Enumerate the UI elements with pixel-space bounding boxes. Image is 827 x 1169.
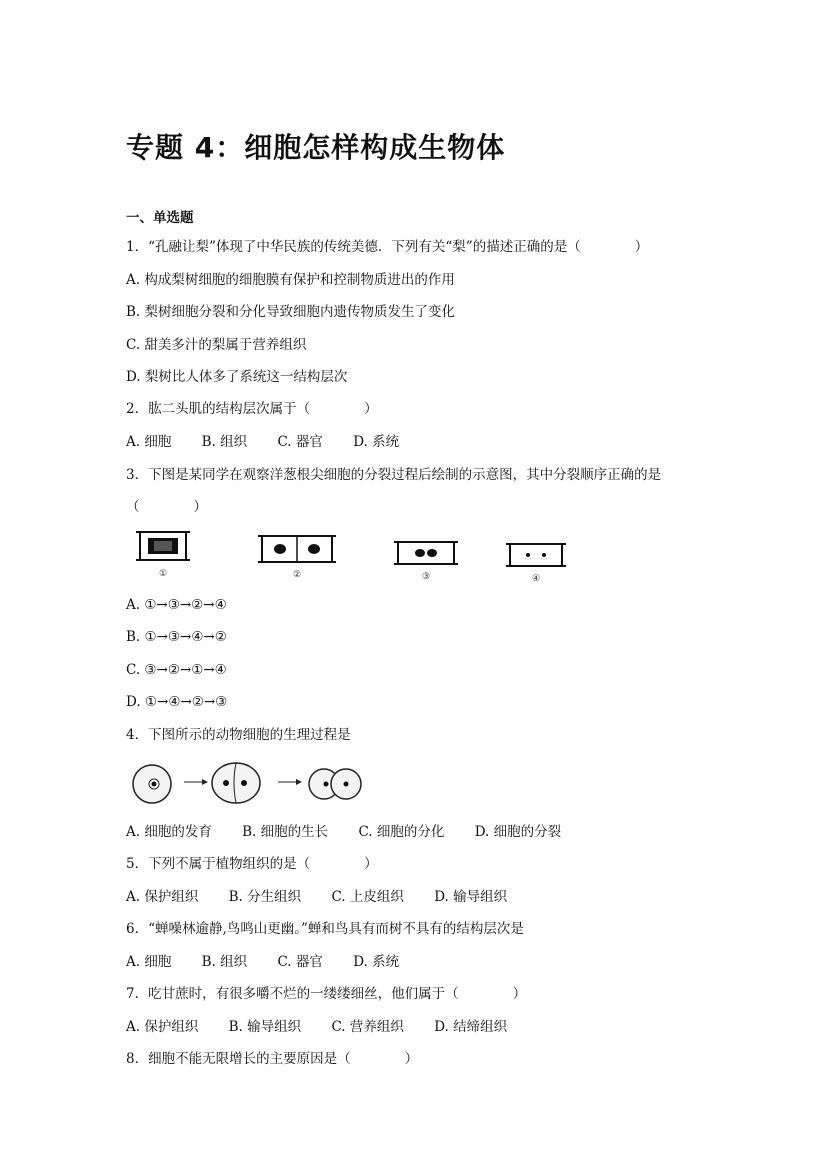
q5-option-a: A. 保护组织 — [126, 889, 199, 905]
figure-label-3: ③ — [421, 572, 431, 582]
section-heading: 一、单选题 — [126, 210, 194, 226]
q4-stem: 4．下图所示的动物细胞的生理过程是 — [126, 727, 351, 743]
q3-option-b: B. ①→③→④→② — [126, 629, 227, 645]
q4-option-b: B. 细胞的生长 — [242, 824, 329, 840]
q6-option-a: A. 细胞 — [126, 954, 172, 970]
q2-stem: 2．肱二头肌的结构层次属于（ ） — [126, 401, 378, 417]
animal-cell-stage-1 — [133, 765, 171, 803]
q6-option-d: D. 系统 — [353, 954, 400, 970]
q5-options — [126, 888, 507, 906]
q3-figure-onion-cells — [130, 526, 590, 586]
q3-option-a: A. ①→③→②→④ — [126, 597, 227, 613]
q4-figure-animal-cell-division — [128, 760, 368, 808]
q3-stem: 3．下图是某同学在观察洋葱根尖细胞的分裂过程后绘制的示意图，其中分裂顺序正确的是 — [126, 467, 662, 483]
figure-label-2: ② — [292, 570, 302, 580]
q6-options — [126, 953, 399, 971]
q1-option-a: A. 构成梨树细胞的细胞膜有保护和控制物质进出的作用 — [126, 272, 455, 288]
q6-stem: 6．“蝉噪林逾静,鸟鸣山更幽。”蝉和鸟具有而树不具有的结构层次是 — [126, 921, 524, 937]
onion-cell-4 — [506, 544, 566, 566]
onion-cell-3 — [394, 542, 458, 564]
q7-option-d: D. 结缔组织 — [434, 1019, 508, 1035]
figure-label-4: ④ — [531, 574, 541, 584]
q8-stem: 8．细胞不能无限增长的主要原因是（ ） — [126, 1051, 419, 1067]
q5-stem: 5．下列不属于植物组织的是（ ） — [126, 856, 378, 872]
q7-option-b: B. 输导组织 — [228, 1019, 302, 1035]
onion-cell-1 — [136, 532, 190, 560]
q2-option-d: D. 系统 — [353, 434, 400, 450]
q7-option-c: C. 营养组织 — [331, 1019, 404, 1035]
animal-cell-stage-3 — [309, 769, 361, 799]
q5-option-c: C. 上皮组织 — [331, 889, 404, 905]
figure-label-1: ① — [158, 569, 168, 579]
onion-cell-2 — [258, 536, 336, 562]
q3-stem-cont: （ ） — [126, 499, 207, 515]
q7-stem: 7．吃甘蔗时，有很多嚼不烂的一缕缕细丝，他们属于（ ） — [126, 986, 527, 1002]
q7-options — [126, 1018, 507, 1036]
q2-option-b: B. 组织 — [201, 434, 248, 450]
q6-option-b: B. 组织 — [201, 954, 248, 970]
q1-option-d: D. 梨树比人体多了系统这一结构层次 — [126, 369, 348, 385]
q1-option-b: B. 梨树细胞分裂和分化导致细胞内遗传物质发生了变化 — [126, 304, 456, 320]
q2-options — [126, 433, 399, 451]
q5-option-b: B. 分生组织 — [228, 889, 302, 905]
q1-option-c: C. 甜美多汁的梨属于营养组织 — [126, 337, 307, 353]
q6-option-c: C. 器官 — [277, 954, 323, 970]
q4-option-c: C. 细胞的分化 — [358, 824, 445, 840]
page-title: 专题 4：细胞怎样构成生物体 — [126, 131, 506, 164]
q1-stem: 1．“孔融让梨”体现了中华民族的传统美德．下列有关“梨”的描述正确的是（ ） — [126, 239, 649, 255]
q2-option-a: A. 细胞 — [126, 434, 172, 450]
q5-option-d: D. 输导组织 — [434, 889, 508, 905]
q3-option-c: C. ③→②→①→④ — [126, 662, 227, 678]
animal-cell-stage-2 — [212, 763, 260, 803]
q4-option-d: D. 细胞的分裂 — [474, 824, 562, 840]
q2-option-c: C. 器官 — [277, 434, 323, 450]
q7-option-a: A. 保护组织 — [126, 1019, 199, 1035]
q4-options — [126, 823, 561, 841]
q4-option-a: A. 细胞的发育 — [126, 824, 212, 840]
q3-option-d: D. ①→④→②→③ — [126, 694, 228, 710]
